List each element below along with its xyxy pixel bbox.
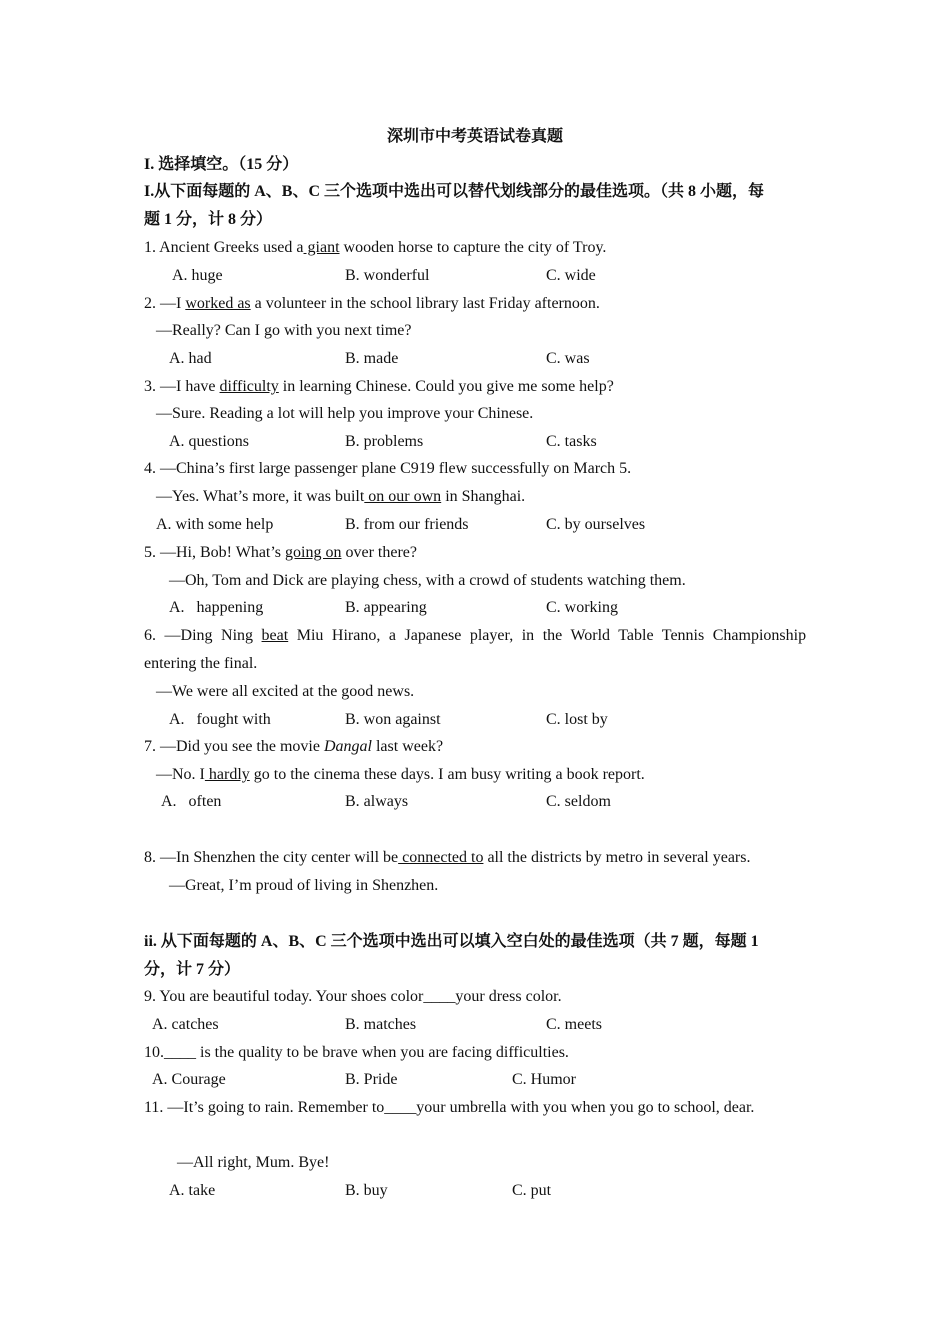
q6-word: Table	[618, 627, 654, 644]
q6-word: in	[521, 627, 535, 644]
q7-underlined: hardly	[204, 766, 250, 783]
q11-blank: ____	[384, 1099, 417, 1116]
q7-option-a: A. often	[161, 793, 222, 810]
q11-option-c: C. put	[512, 1182, 552, 1199]
question-6	[144, 626, 806, 646]
q7-option-c: C. seldom	[546, 793, 611, 810]
q1-underlined: giant	[303, 239, 340, 256]
q6-word: Japanese	[404, 627, 462, 644]
section1-instructions-line1: I.从下面每题的 A、B、C 三个选项中选出可以替代划线部分的最佳选项。（共 8 小题，每	[144, 183, 765, 200]
q5-option-b: B. appearing	[345, 599, 427, 616]
q4-option-b: B. from our friends	[345, 516, 469, 533]
section2-instructions-line1: ii. 从下面每题的 A、B、C 三个选项中选出可以填入空白处的最佳选项（共 7 题，每题 1	[144, 933, 759, 950]
q7-response-end: go to the cinema these days. I am busy writing a book report.	[249, 766, 645, 783]
q6-word: Tennis	[661, 627, 705, 644]
q3-option-c: C. tasks	[546, 433, 597, 450]
q6-underlined: beat	[261, 627, 289, 644]
q2-text-end: a volunteer in the school library last Friday afternoon.	[250, 295, 600, 312]
q9-option-c: C. meets	[546, 1016, 602, 1033]
q8-response: —Great, I’m proud of living in Shenzhen.	[169, 877, 439, 894]
question-10	[144, 1043, 569, 1063]
q5-option-a: A. happening	[169, 599, 264, 616]
q4-response	[156, 487, 525, 507]
q5-text: 5. —Hi, Bob! What’s	[144, 544, 286, 561]
q6-option-b: B. won against	[345, 711, 441, 728]
q6-word: Ning	[221, 627, 254, 644]
question-2	[144, 294, 600, 314]
q9-text: 9. You are beautiful today. Your shoes color	[144, 988, 424, 1005]
section1-heading: I. 选择填空。（15 分）	[144, 156, 299, 173]
q7-movie-title: Dangal	[323, 738, 372, 755]
q4-text: —Yes. What’s more, it was built	[156, 488, 365, 505]
q2-option-c: C. was	[546, 350, 590, 367]
q6-text-line2: entering the final.	[144, 655, 258, 672]
q11-text: 11. —It’s going to rain. Remember to	[144, 1099, 385, 1116]
q6-response: —We were all excited at the good news.	[156, 683, 415, 700]
q6-word: the	[542, 627, 563, 644]
q8-underlined: connected to	[398, 849, 484, 866]
q3-text: 3. —I have	[144, 378, 220, 395]
q3-underlined: difficulty	[219, 378, 279, 395]
q2-response: —Really? Can I go with you next time?	[156, 322, 412, 339]
q7-text: 7. —Did you see the movie	[144, 738, 324, 755]
q6-option-c: C. lost by	[546, 711, 608, 728]
question-11	[144, 1098, 754, 1118]
q10-option-c: C. Humor	[512, 1071, 576, 1088]
q3-response: —Sure. Reading a lot will help you improve your Chinese.	[156, 405, 534, 422]
q6-word: a	[388, 627, 396, 644]
q10-number: 10.	[144, 1044, 164, 1061]
q1-option-b: B. wonderful	[345, 267, 430, 284]
section2-instructions-line2: 分，计 7 分）	[144, 961, 241, 978]
q5-underlined: going on	[285, 544, 342, 561]
q10-text: is the quality to be brave when you are facing difficulties.	[196, 1044, 569, 1061]
q9-option-b: B. matches	[345, 1016, 417, 1033]
q4-underlined: on our own	[364, 488, 442, 505]
q7-text-end: last week?	[371, 738, 444, 755]
q3-text-end: in learning Chinese. Could you give me some help?	[278, 378, 614, 395]
q1-text-end: wooden horse to capture the city of Troy.	[339, 239, 607, 256]
q7-response	[156, 765, 645, 785]
q11-response: —All right, Mum. Bye!	[177, 1154, 330, 1171]
q2-option-b: B. made	[345, 350, 399, 367]
q2-underlined: worked as	[185, 295, 251, 312]
q10-option-b: B. Pride	[345, 1071, 398, 1088]
q5-option-c: C. working	[546, 599, 618, 616]
question-7	[144, 737, 443, 757]
q11-option-a: A. take	[169, 1182, 216, 1199]
question-1	[144, 238, 606, 258]
q10-blank: ____	[164, 1044, 196, 1061]
q5-response: —Oh, Tom and Dick are playing chess, with a crowd of students watching them.	[169, 572, 686, 589]
q6-word: player,	[469, 627, 514, 644]
q8-text-end: all the districts by metro in several years.	[483, 849, 751, 866]
q3-option-b: B. problems	[345, 433, 424, 450]
q11-text-end: your umbrella with you when you go to school, dear.	[416, 1099, 755, 1116]
question-3	[144, 377, 614, 397]
question-4: 4. —China’s first large passenger plane C919 flew successfully on March 5.	[144, 460, 632, 477]
q7-response-text: —No. I	[156, 766, 205, 783]
q5-text-end: over there?	[341, 544, 417, 561]
q9-blank: ____	[423, 988, 456, 1005]
q7-option-b: B. always	[345, 793, 409, 810]
question-5	[144, 543, 417, 563]
question-8	[144, 848, 750, 868]
page-title: 深圳市中考英语试卷真题	[386, 128, 563, 145]
q1-option-a: A. huge	[172, 267, 223, 284]
q6-word: World	[570, 627, 611, 644]
section1-instructions-line2: 题 1 分，计 8 分）	[144, 211, 273, 228]
question-9	[144, 987, 562, 1007]
q6-word: 6.	[144, 627, 156, 644]
q6-word: Miu	[296, 627, 324, 644]
q6-word: Hirano,	[331, 627, 381, 644]
q4-text-end: in Shanghai.	[441, 488, 526, 505]
q6-option-a: A. fought with	[169, 711, 271, 728]
q4-option-a: A. with some help	[156, 516, 274, 533]
q6-word: —Ding	[164, 627, 213, 644]
q11-option-b: B. buy	[345, 1182, 388, 1199]
q8-text: 8. —In Shenzhen the city center will be	[144, 849, 399, 866]
q6-word: Championship	[712, 627, 807, 644]
q1-text: 1. Ancient Greeks used a	[144, 239, 304, 256]
q4-option-c: C. by ourselves	[546, 516, 646, 533]
q9-option-a: A. catches	[152, 1016, 219, 1033]
q2-option-a: A. had	[169, 350, 212, 367]
q1-option-c: C. wide	[546, 267, 596, 284]
q3-option-a: A. questions	[169, 433, 249, 450]
q9-text-end: your dress color.	[455, 988, 562, 1005]
q10-option-a: A. Courage	[152, 1071, 226, 1088]
q2-text: 2. —I	[144, 295, 186, 312]
